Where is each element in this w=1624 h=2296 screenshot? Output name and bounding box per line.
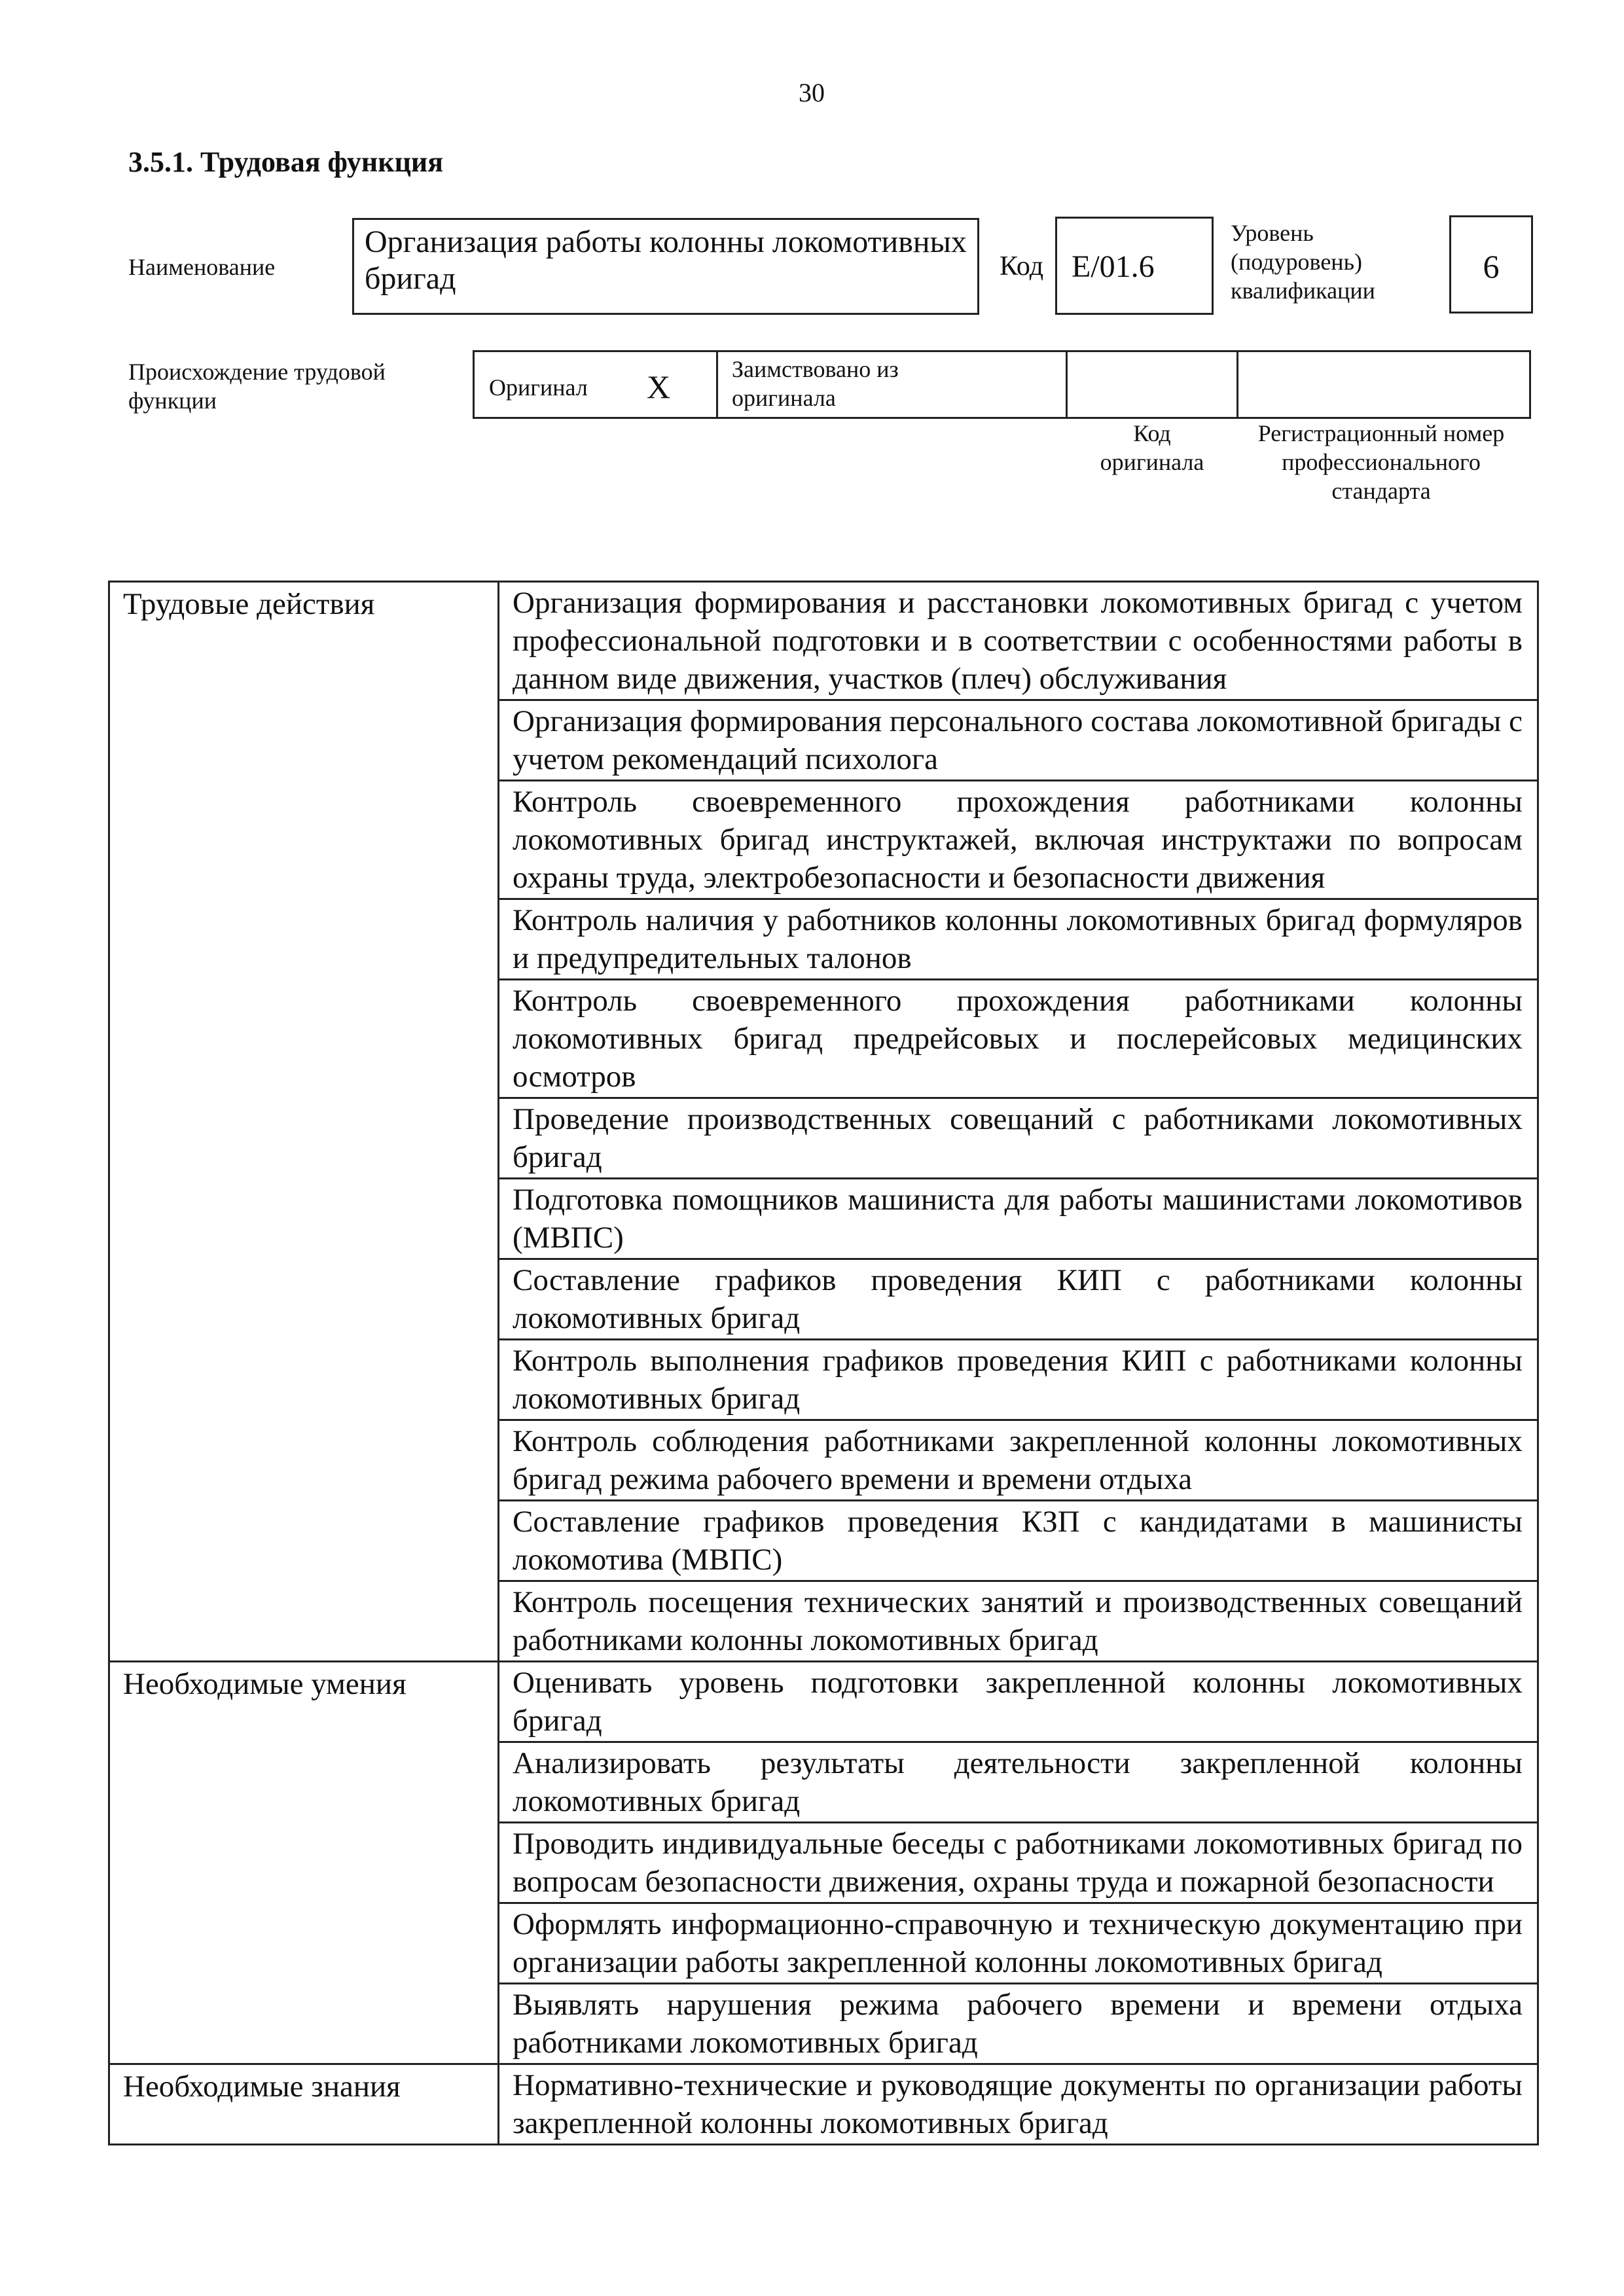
function-details-table bbox=[108, 581, 1539, 2145]
original-mark: X bbox=[647, 368, 671, 405]
section-item: Подготовка помощников машиниста для работы машинистами локомотивов (МВПС) bbox=[499, 1179, 1538, 1259]
section-item: Организация формирования персонального состава локомотивной бригады с учетом рекомендаций психолога bbox=[499, 700, 1538, 781]
section-item: Контроль своевременного прохождения работниками колонны локомотивных бригад инструктажей, включая инструктажи по вопросам охраны труда, электробезопасности и безопасности движения bbox=[499, 781, 1538, 899]
section-item: Составление графиков проведения КИП с работниками колонны локомотивных бригад bbox=[499, 1259, 1538, 1340]
table-row bbox=[109, 2064, 1538, 2145]
name-value: Организация работы колонны локомотивных бригад bbox=[352, 218, 979, 315]
section-label: Необходимые умения bbox=[109, 1662, 499, 2064]
section-item: Контроль соблюдения работниками закрепленной колонны локомотивных бригад режима рабочего времени и времени отдыха bbox=[499, 1420, 1538, 1501]
section-item: Организация формирования и расстановки локомотивных бригад с учетом профессиональной подготовки и в соответствии с особенностями работы в данном виде движения, участков (плеч) обслуживания bbox=[499, 582, 1538, 700]
code-caption: Код оригинала bbox=[1100, 420, 1204, 475]
borrowed-label: Заимствовано из оригинала bbox=[732, 356, 899, 411]
reg-caption: Регистрационный номер профессионального стандарта bbox=[1257, 420, 1505, 504]
section-label: Трудовые действия bbox=[109, 582, 499, 1662]
section-item: Проводить индивидуальные беседы с работниками локомотивных бригад по вопросам безопасности движения, охраны труда и пожарной безопасности bbox=[499, 1823, 1538, 1903]
section-item: Контроль выполнения графиков проведения КИП с работниками колонны локомотивных бригад bbox=[499, 1340, 1538, 1420]
section-item: Составление графиков проведения КЗП с кандидатами в машинисты локомотива (МВПС) bbox=[499, 1501, 1538, 1581]
section-item: Контроль посещения технических занятий и производственных совещаний работниками колонны локомотивных бригад bbox=[499, 1581, 1538, 1662]
name-label: Наименование bbox=[128, 254, 276, 280]
origin-divider bbox=[1066, 350, 1068, 419]
origin-divider bbox=[1236, 350, 1238, 419]
section-item: Проведение производственных совещаний с работниками локомотивных бригад bbox=[499, 1098, 1538, 1179]
origin-divider bbox=[716, 350, 718, 419]
level-label: Уровень (подуровень) квалификации bbox=[1231, 220, 1375, 304]
section-item: Анализировать результаты деятельности закрепленной колонны локомотивных бригад bbox=[499, 1742, 1538, 1823]
level-value: 6 bbox=[1449, 215, 1533, 314]
page-number: 30 bbox=[799, 78, 825, 107]
section-item: Контроль наличия у работников колонны локомотивных бригад формуляров и предупредительных талонов bbox=[499, 899, 1538, 980]
origin-label: Происхождение трудовой функции bbox=[128, 359, 386, 414]
section-item: Контроль своевременного прохождения работниками колонны локомотивных бригад предрейсовых и послерейсовых медицинских осмотров bbox=[499, 980, 1538, 1098]
section-label: Необходимые знания bbox=[109, 2064, 499, 2145]
origin-table bbox=[473, 350, 1531, 419]
original-label: Оригинал bbox=[489, 374, 588, 401]
table-row bbox=[109, 582, 1538, 700]
section-item: Выявлять нарушения режима рабочего времени и времени отдыха работниками локомотивных бригад bbox=[499, 1984, 1538, 2064]
code-label: Код bbox=[1000, 251, 1044, 281]
section-title: 3.5.1. Трудовая функция bbox=[128, 146, 444, 178]
section-item: Оформлять информационно-справочную и техническую документацию при организации работы закрепленной колонны локомотивных бригад bbox=[499, 1903, 1538, 1984]
table-row bbox=[109, 1662, 1538, 1742]
code-value: E/01.6 bbox=[1055, 217, 1214, 315]
section-item: Оценивать уровень подготовки закрепленной колонны локомотивных бригад bbox=[499, 1662, 1538, 1742]
section-item: Нормативно-технические и руководящие документы по организации работы закрепленной колонны локомотивных бригад bbox=[499, 2064, 1538, 2145]
